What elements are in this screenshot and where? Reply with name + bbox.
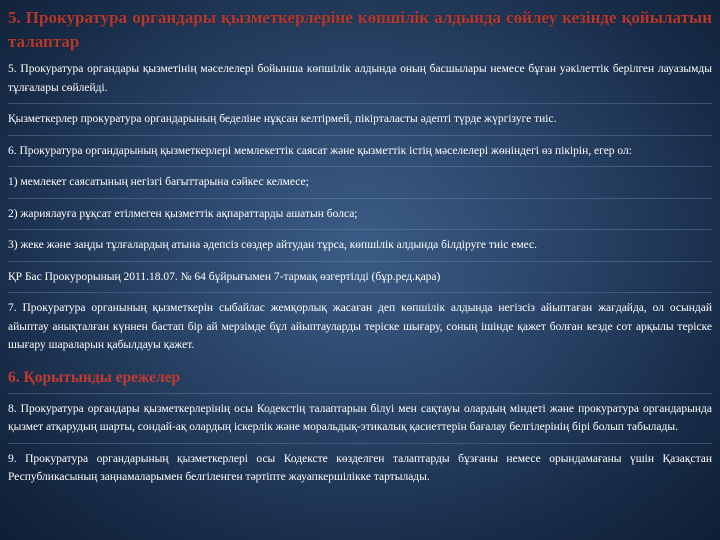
paragraph: 6. Прокуратура органдарының қызметкерлері мемлекеттік саясат және қызметтік істің мәселелері жөніндегі өз пікірін, егер ол: [8,136,712,168]
paragraph: 9. Прокуратура органдарының қызметкерлері осы Кодексте көзделген талаптарды бұзғаны немесе орындамағаны үшін Қазақстан Республикасының заңнамаларымен белгіленген тәртіпте жауапкершілікке тартылады. [8,452,712,483]
paragraph: 7. Прокуратура органының қызметкерін сыбайлас жемқорлық жасаған деп көпшілік алдында негізсіз айыптаған жағдайда, ол осындай айыптау анықталған күннен бастап бір ай мерзімде бұл айыптауларды теріске шығару, соның ішінде қажет болған кезде сот арқылы теріске шығару шараларын қабылдауы қажет. [8,302,712,351]
amendment-note: ҚР Бас Прокурорының 2011.18.07. № 64 бұйрығымен 7-тармақ өзгертілді (бұр.ред.қара) [8,262,712,294]
list-item: 3) жеке және заңды тұлғалардың атына әдепсіз сөздер айтудан тұрса, көпшілік алдында білдіруге тиіс емес. [8,230,712,262]
section-title: 5. Прокуратура органдары қызметкерлеріне көпшілік алдында сөйлеу кезінде қойылатын талаптар [8,8,712,51]
paragraph-list-a [8,54,712,361]
list-item: 1) мемлекет саясатының негізгі бағыттарына сәйкес келмесе; [8,167,712,199]
list-item: 2) жариялауға рұқсат етілмеген қызметтік ақпараттарды ашатын болса; [8,199,712,231]
paragraph: 5. Прокуратура органдары қызметінің мәселелері бойынша көпшілік алдында оның басшылары немесе бұған уәкілеттік берілген лауазымды тұлғалары сөйлейді. [8,54,712,104]
paragraph: Қызметкерлер прокуратура органдарының беделіне нұқсан келтірмей, пікірталасты әдепті түрде жүргізуге тиіс. [8,104,712,136]
paragraph-list-b [8,394,712,493]
paragraph: 8. Прокуратура органдары қызметкерлерінің осы Кодекстің талаптарын білуі мен сақтауы олардың міндеті және прокуратура органдарында қызмет атқарудың шарты, сондай-ақ олардың іскерлік және моральдық-этикалық қасиеттерін бағалау белгілерінің бірі болып табылады. [8,394,712,444]
subheading: 6. Қорытынды ережелер [8,361,712,394]
